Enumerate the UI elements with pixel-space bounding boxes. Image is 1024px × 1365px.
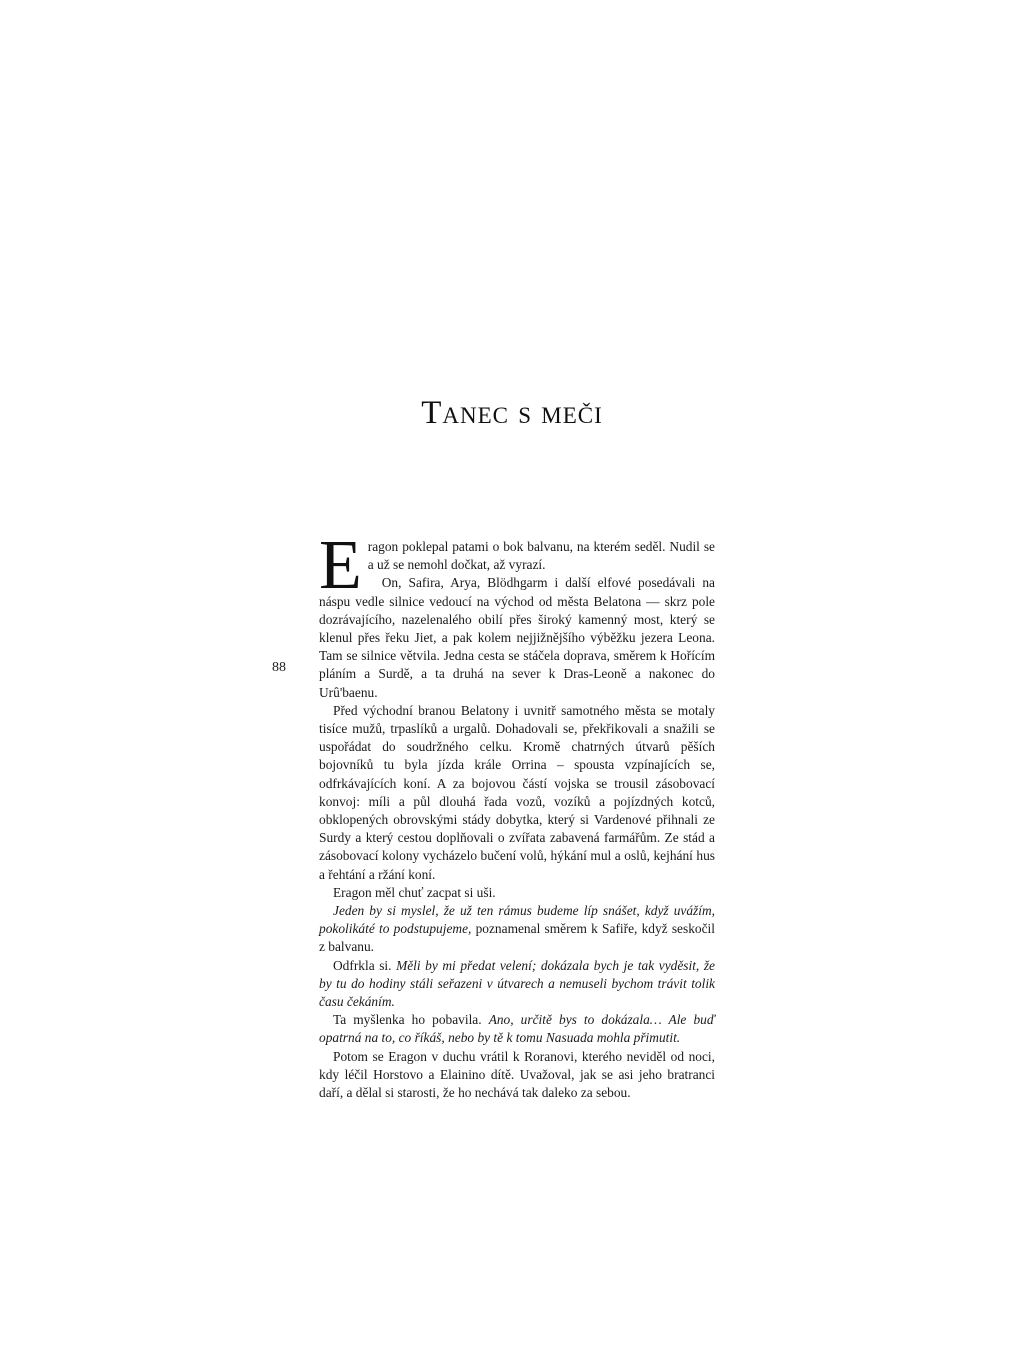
paragraph-8: Potom se Eragon v duchu vrátil k Roranovi, kterého neviděl od noci, kdy léčil Horstovo a Elainino dítě. Uvažoval, jak se asi jeho bratranci daří, a dělal si starosti, že ho nechává tak daleko za sebou. [319,1048,715,1101]
chapter-title: Tanec s meči [421,395,603,431]
paragraph-1 [319,527,715,604]
paragraph-4: Eragon měl chuť zacpat si uši. [333,884,496,900]
paragraph-5-italic: Jeden by si myslel, že už ten rámus budeme líp snášet, když uvážím, pokolikáté to podstupujeme, [319,903,715,937]
paragraph-2: On, Safira, Arya, Blödhgarm i další elfové posedávali na náspu vedle silnice vedoucí na východ od města Belatona — skrz pole dozrávajícího, nazelenalého obilí přes široký kamenný most, který se klenul přes řeku Jiet, a pak kolem nejjižnějšího výběžku jezera Leona. Tam se silnice větvila. Jedna cesta se stáčela doprava, směrem k Hořícím pláním a Surdě, a ta druhá na sever k Dras-Leoně a nakonec do Urû'baenu. [319,575,715,700]
paragraph-5 [319,902,715,957]
paragraph-6-italic: Měli by mi předat velení; dokázala bych je tak vyděsit, že by tu do hodiny stáli seřazeni v útvarech a nemuseli bychom trávit tolik času čekáním. [319,957,715,1010]
paragraph-7 [319,1011,715,1047]
paragraph-6 [319,957,715,1012]
paragraph-7-text: Ta myšlenka ho pobavila. [333,1012,489,1028]
chapter-body [319,527,715,1102]
paragraph-5-text: poznamenal směrem k Safiře, když seskočil z balvanu. [319,921,715,955]
drop-cap: E [319,527,362,604]
paragraph-3: Před východní branou Belatony i uvnitř samotného města se motaly tisíce mužů, trpaslíků a urgalů. Dohadovali se, překřikovali a snažili se uspořádat do soudržného celku. Kromě chatrných útvarů pěších bojovníků tu byla jízda krále Orrina – spousta vzpínajících se, odfrkávajících koní. A za bojovou částí vojska se trousil zásobovací konvoj: míli a půl dlouhá řada vozů, vozíků a pojízdných kotců, obklopených obrovskými stády dobytka, který si Vardenové přihnali ze Surdy a který cestou doplňovali o zvířata zabavená farmářům. Ze stád a zásobovací kolony vycházelo bučení volů, hýkání mul a oslů, kejhání hus a řehtání a ržání koní. [319,702,715,882]
paragraph-1-text: ragon poklepal patami o bok balvanu, na kterém seděl. Nudil se a už se nemohl dočkat, až vyrazí. [367,539,715,573]
paragraph-7-italic: Ano, určitě bys to dokázala… Ale buď opatrná na to, co říkáš, nebo by tě k tomu Nasuada mohla přimutit. [319,1012,715,1046]
paragraph-6-text: Odfrkla si. [333,957,397,973]
page-number: 88 [272,660,286,675]
